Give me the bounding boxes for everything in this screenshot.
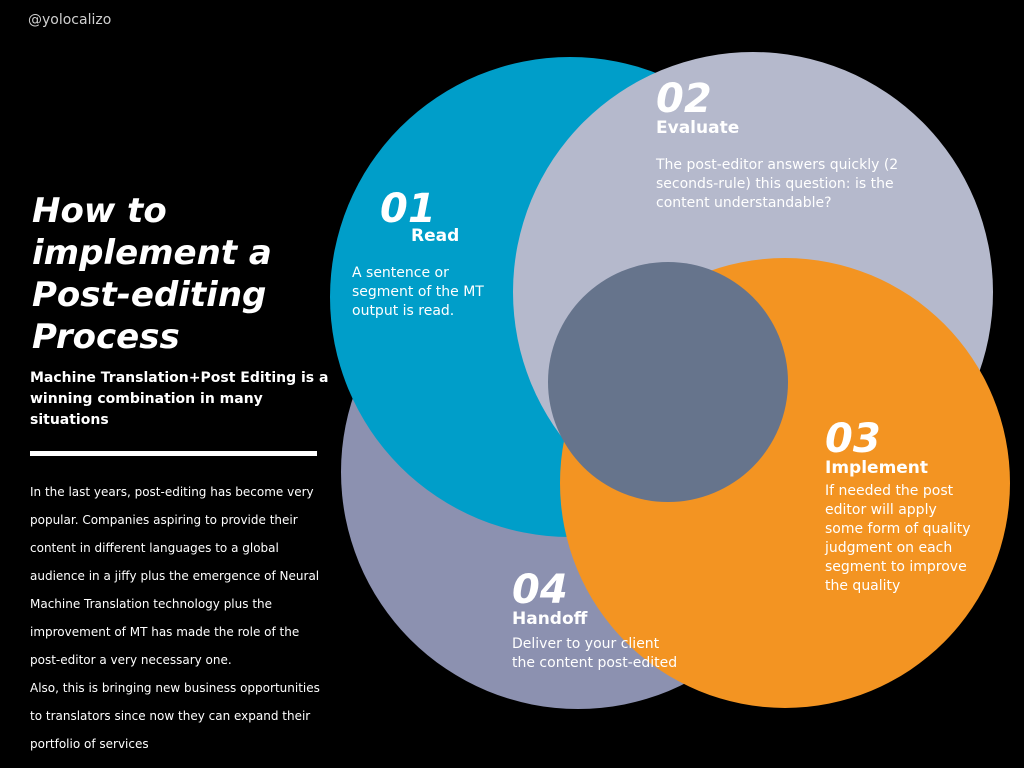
step-number: 02 <box>656 76 712 122</box>
body-paragraph-2: Also, this is bringing new business opportunities to translators since now they can expand their portfolio of services <box>30 681 320 751</box>
step-description: The post-editor answers quickly (2 seconds-rule) this question: is the content understandable? <box>656 157 899 211</box>
subtitle: Machine Translation+Post Editing is a winning combination in many situations <box>30 370 329 428</box>
step-number: 04 <box>512 567 568 613</box>
step-title: Implement <box>825 458 929 478</box>
step-handoff <box>512 569 682 673</box>
step-description: A sentence or segment of the MT output is read. <box>352 265 484 319</box>
page-title: How to implement a Post-editing Process <box>32 191 272 357</box>
step-implement <box>825 418 975 596</box>
step-title: Read <box>411 226 460 246</box>
step-number: 03 <box>825 416 881 462</box>
step-description: If needed the post editor will apply some form of quality judgment on each segment to improve the quality <box>825 483 971 594</box>
step-title: Handoff <box>512 609 588 629</box>
step-description: Deliver to your client the content post-edited <box>512 636 678 671</box>
center-circle <box>548 262 788 502</box>
author-handle: @yolocalizo <box>28 12 112 28</box>
step-evaluate <box>656 78 921 213</box>
body-paragraph-1: In the last years, post-editing has become very popular. Companies aspiring to provide their content in different languages to a global audience in a jiffy plus the emergence of Neural Machine Translation technology plus the improvement of MT has made the role of the post-editor a very necessary one. <box>30 485 320 667</box>
step-read <box>352 188 512 321</box>
step-number: 01 <box>380 186 436 232</box>
step-title: Evaluate <box>656 118 740 138</box>
